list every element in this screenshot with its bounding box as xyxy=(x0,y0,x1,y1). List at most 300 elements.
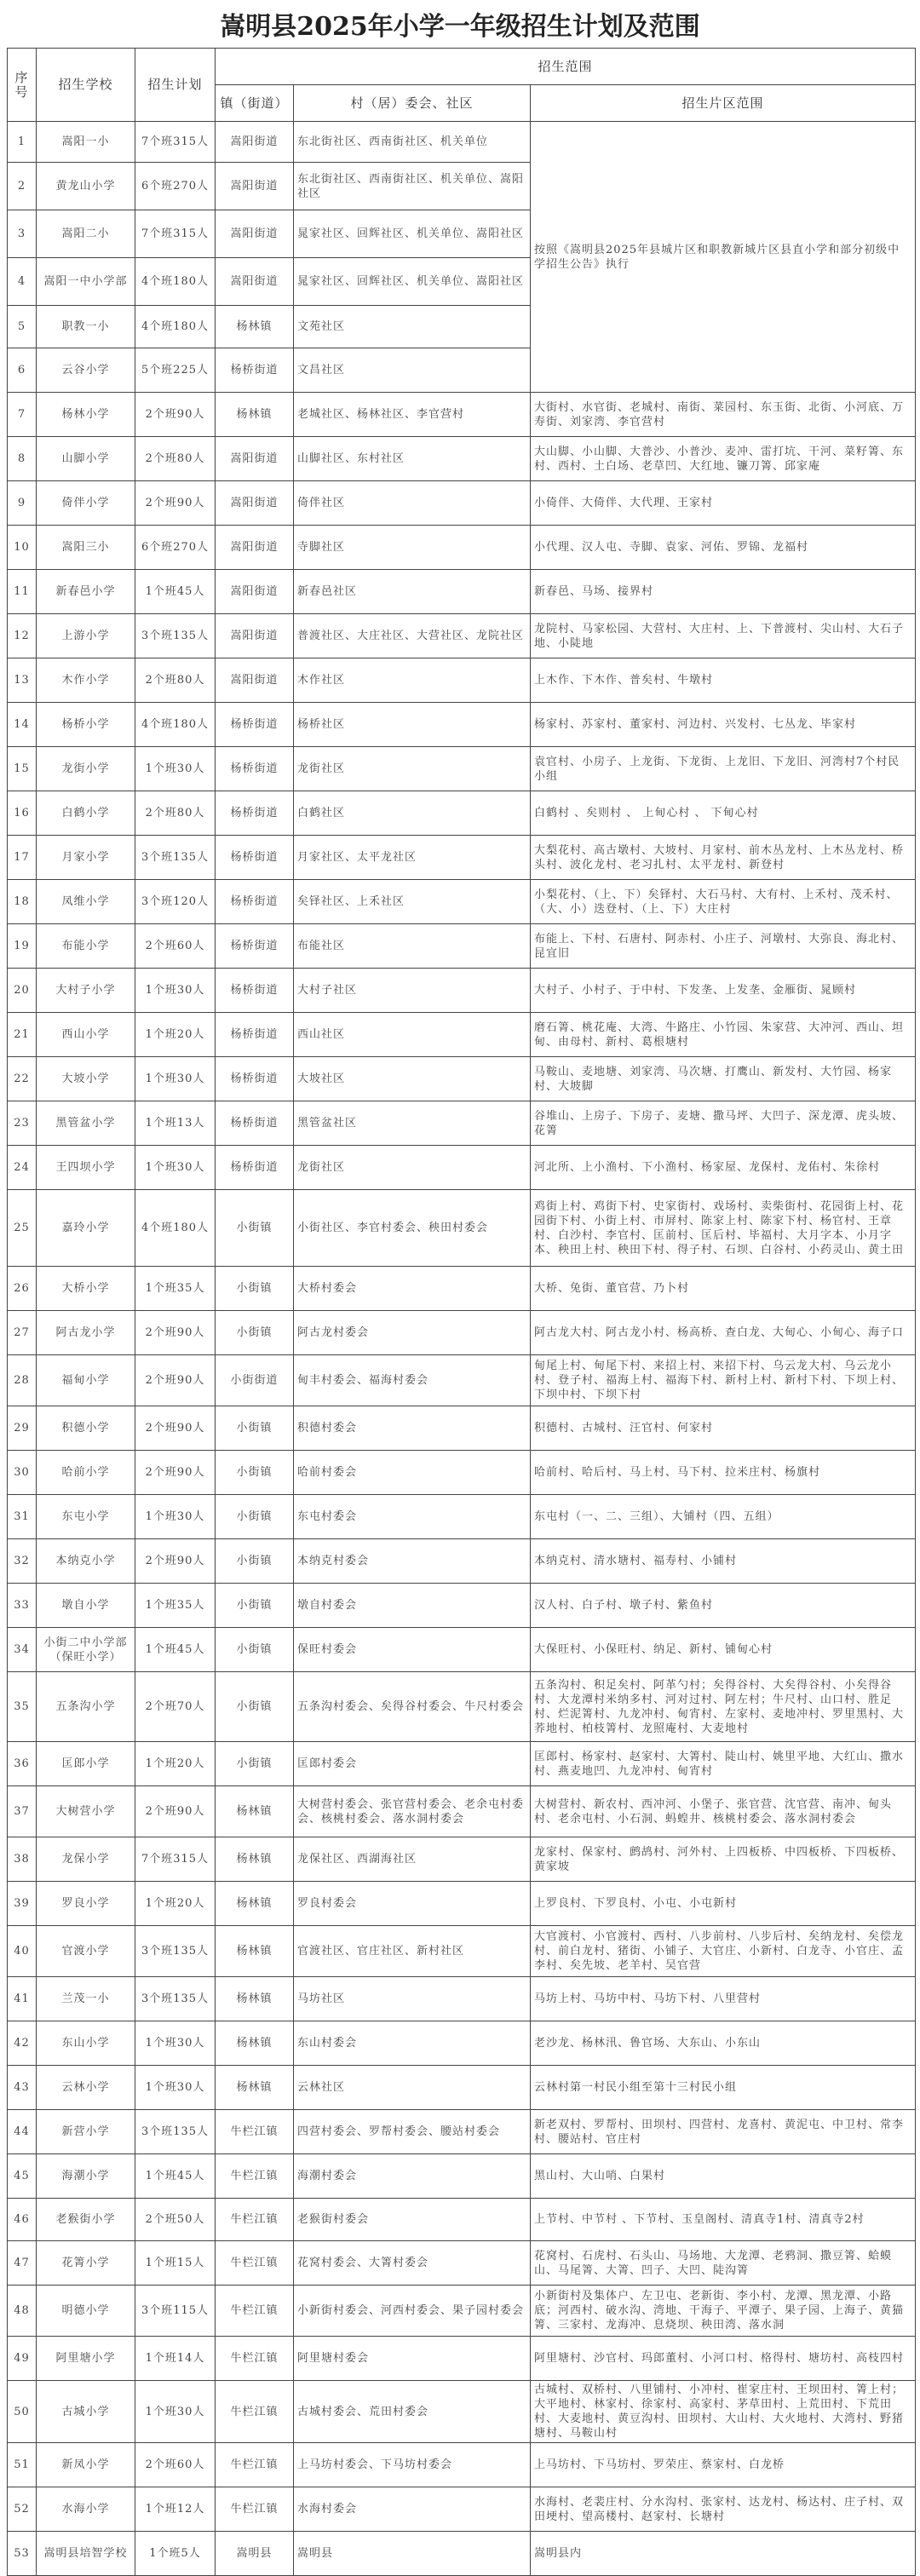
row-seq: 22 xyxy=(8,1057,37,1101)
row-town: 牛栏江镇 xyxy=(216,2337,294,2381)
row-town: 杨林镇 xyxy=(216,1786,294,1837)
row-area: 大树营村、新农村、西冲河、小堡子、张官营、沈官营、南冲、甸头村、老余屯村、小石洞、蚂蝗井、核桃村委会、落水洞村委会 xyxy=(531,1786,916,1837)
row-plan: 2个班90人 xyxy=(135,393,216,437)
row-school: 云林小学 xyxy=(37,2066,135,2110)
row-seq: 46 xyxy=(8,2199,37,2241)
row-town: 小街镇 xyxy=(216,1539,294,1584)
row-plan: 3个班135人 xyxy=(135,1926,216,1977)
row-seq: 7 xyxy=(8,393,37,437)
row-village: 寺脚社区 xyxy=(294,526,531,570)
table-row xyxy=(8,1451,916,1495)
row-plan: 1个班35人 xyxy=(135,1584,216,1628)
row-area: 龙家村、保家村、鹧鸪村、河外村、上四板桥、中四板桥、下四板桥、黄家坡 xyxy=(531,1837,916,1882)
row-town: 杨林镇 xyxy=(216,1926,294,1977)
row-area: 新春邑、马场、接界村 xyxy=(531,570,916,614)
table-row xyxy=(8,747,916,791)
row-town: 牛栏江镇 xyxy=(216,2487,294,2532)
row-village: 东北街社区、西南街社区、机关单位、嵩阳社区 xyxy=(294,163,531,210)
row-plan: 1个班20人 xyxy=(135,1742,216,1786)
row-area: 花窝村、石虎村、石头山、马场地、大龙潭、老鸦洞、撒豆箐、蛤蟆山、马尾箐、大箐、凹子、大凹、陡沟箐 xyxy=(531,2241,916,2286)
row-area: 大梨花村、高古墩村、大坡村、月家村、前木丛龙村、上木丛龙村、桥头村、波化龙村、老习扎村、太平龙村、新登村 xyxy=(531,836,916,880)
row-school: 明德小学 xyxy=(37,2286,135,2337)
row-village: 文昌社区 xyxy=(294,348,531,393)
row-seq: 30 xyxy=(8,1451,37,1495)
row-area: 小代理、汉人屯、寺脚、袁家、河佑、罗锦、龙福村 xyxy=(531,526,916,570)
table-row xyxy=(8,836,916,880)
row-seq: 13 xyxy=(8,658,37,703)
row-seq: 8 xyxy=(8,437,37,481)
row-seq: 40 xyxy=(8,1926,37,1977)
row-village: 哈前村委会 xyxy=(294,1451,531,1495)
row-town: 牛栏江镇 xyxy=(216,2110,294,2154)
row-town: 小街镇 xyxy=(216,1267,294,1311)
row-school: 罗良小学 xyxy=(37,1882,135,1926)
row-town: 嵩阳街道 xyxy=(216,258,294,306)
row-school: 东屯小学 xyxy=(37,1495,135,1539)
table-row xyxy=(8,1311,916,1355)
table-row xyxy=(8,880,916,924)
row-village: 四营村委会、罗帮村委会、腰站村委会 xyxy=(294,2110,531,2154)
row-plan: 1个班30人 xyxy=(135,1146,216,1190)
row-village: 水海村委会 xyxy=(294,2487,531,2532)
row-plan: 2个班70人 xyxy=(135,1672,216,1742)
header-range: 招生范围 xyxy=(216,49,916,85)
row-town: 小街镇 xyxy=(216,1495,294,1539)
row-school: 新营小学 xyxy=(37,2110,135,2154)
row-area: 汉人村、白子村、墩子村、紫鱼村 xyxy=(531,1584,916,1628)
row-village: 新春邑社区 xyxy=(294,570,531,614)
table-row xyxy=(8,1584,916,1628)
table-row xyxy=(8,1495,916,1539)
row-area: 布能上、下村、石唐村、阿赤村、小庄子、河墩村、大弥良、海北村、昆宜旧 xyxy=(531,924,916,969)
row-village: 匡郎村委会 xyxy=(294,1742,531,1786)
row-plan: 2个班90人 xyxy=(135,1451,216,1495)
table-row xyxy=(8,1355,916,1406)
row-seq: 1 xyxy=(8,122,37,163)
row-school: 嘉玲小学 xyxy=(37,1190,135,1267)
row-plan: 6个班270人 xyxy=(135,526,216,570)
row-school: 古城小学 xyxy=(37,2381,135,2443)
row-school: 老猴街小学 xyxy=(37,2199,135,2241)
row-plan: 1个班30人 xyxy=(135,747,216,791)
row-town: 嵩阳街道 xyxy=(216,437,294,481)
row-town: 杨林镇 xyxy=(216,393,294,437)
table-row xyxy=(8,1786,916,1837)
row-area: 大街村、水官街、老城村、南街、菜园村、东玉街、北街、小河底、万寿街、刘家湾、李官营村 xyxy=(531,393,916,437)
row-school: 嵩阳二小 xyxy=(37,210,135,258)
row-school: 山脚小学 xyxy=(37,437,135,481)
row-school: 哈前小学 xyxy=(37,1451,135,1495)
table-row xyxy=(8,437,916,481)
table-row xyxy=(8,2487,916,2532)
row-village: 罗良村委会 xyxy=(294,1882,531,1926)
row-area: 阿古龙大村、阿古龙小村、杨高桥、查白龙、大甸心、小甸心、海子口 xyxy=(531,1311,916,1355)
row-area: 云林村第一村民小组至第十三村民小组 xyxy=(531,2066,916,2110)
row-town: 杨林镇 xyxy=(216,306,294,348)
row-village: 甸丰村委会、福海村委会 xyxy=(294,1355,531,1406)
table-row xyxy=(8,658,916,703)
row-town: 小街镇 xyxy=(216,1406,294,1451)
table-row xyxy=(8,1628,916,1672)
row-school: 嵩阳一小 xyxy=(37,122,135,163)
table-row xyxy=(8,1057,916,1101)
row-area: 上木作、下木作、普矣村、牛墩村 xyxy=(531,658,916,703)
row-area: 新老双村、罗帮村、田坝村、四营村、龙喜村、黄泥屯、中卫村、常李村、腰站村、官庄村 xyxy=(531,2110,916,2154)
row-seq: 27 xyxy=(8,1311,37,1355)
row-town: 杨林镇 xyxy=(216,2066,294,2110)
row-school: 职教一小 xyxy=(37,306,135,348)
row-seq: 42 xyxy=(8,2021,37,2066)
row-town: 小街镇 xyxy=(216,1190,294,1267)
table-row xyxy=(8,2337,916,2381)
row-seq: 23 xyxy=(8,1101,37,1146)
row-plan: 1个班30人 xyxy=(135,969,216,1013)
row-town: 杨林镇 xyxy=(216,2021,294,2066)
row-school: 匡郎小学 xyxy=(37,1742,135,1786)
row-area: 黑山村、大山哨、白果村 xyxy=(531,2154,916,2199)
row-plan: 1个班5人 xyxy=(135,2532,216,2576)
row-town: 杨桥街道 xyxy=(216,747,294,791)
row-town: 小街镇 xyxy=(216,1742,294,1786)
row-plan: 3个班135人 xyxy=(135,836,216,880)
row-area: 上节村、中节村 、下节村、玉皇阁村、清真寺1村、清真寺2村 xyxy=(531,2199,916,2241)
row-area: 本纳克村、清水塘村、福寿村、小铺村 xyxy=(531,1539,916,1584)
row-plan: 1个班45人 xyxy=(135,570,216,614)
row-area: 上马坊村、下马坊村、罗荣庄、蔡家村、白龙桥 xyxy=(531,2443,916,2487)
row-town: 嵩阳街道 xyxy=(216,614,294,658)
row-area: 东屯村（一、二、三组）、大铺村（四、五组） xyxy=(531,1495,916,1539)
row-area: 阿里塘村、沙官村、玛郎董村、小河口村、格得村、塘坊村、高枝四村 xyxy=(531,2337,916,2381)
row-school: 杨林小学 xyxy=(37,393,135,437)
table-row xyxy=(8,2021,916,2066)
row-village: 白鹤社区 xyxy=(294,791,531,836)
row-area: 水海村、老裴庄村、分水沟村、张家村、达龙村、杨达村、庄子村、双田埂村、望高楼村、赵家村、长塘村 xyxy=(531,2487,916,2532)
row-town: 牛栏江镇 xyxy=(216,2443,294,2487)
row-village: 小新街村委会、河西村委会、果子园村委会 xyxy=(294,2286,531,2337)
row-seq: 35 xyxy=(8,1672,37,1742)
row-school: 阿里塘小学 xyxy=(37,2337,135,2381)
row-town: 嵩阳街道 xyxy=(216,163,294,210)
row-school: 新春邑小学 xyxy=(37,570,135,614)
row-seq: 29 xyxy=(8,1406,37,1451)
row-school: 福甸小学 xyxy=(37,1355,135,1406)
row-town: 嵩明县 xyxy=(216,2532,294,2576)
row-village: 云林社区 xyxy=(294,2066,531,2110)
row-seq: 24 xyxy=(8,1146,37,1190)
header-school: 招生学校 xyxy=(37,49,135,122)
header-area: 招生片区范围 xyxy=(531,85,916,122)
row-plan: 1个班30人 xyxy=(135,1057,216,1101)
row-plan: 1个班35人 xyxy=(135,1267,216,1311)
table-row xyxy=(8,1539,916,1584)
table-row xyxy=(8,1101,916,1146)
table-row xyxy=(8,2154,916,2199)
row-plan: 4个班180人 xyxy=(135,1190,216,1267)
row-seq: 10 xyxy=(8,526,37,570)
row-seq: 14 xyxy=(8,703,37,747)
enrollment-table xyxy=(7,48,916,2576)
table-row xyxy=(8,2443,916,2487)
row-plan: 1个班12人 xyxy=(135,2487,216,2532)
table-row xyxy=(8,2199,916,2241)
row-school: 大树营小学 xyxy=(37,1786,135,1837)
row-seq: 52 xyxy=(8,2487,37,2532)
row-school: 兰茂一小 xyxy=(37,1977,135,2021)
row-village: 阿古龙村委会 xyxy=(294,1311,531,1355)
table-row xyxy=(8,614,916,658)
table-row xyxy=(8,791,916,836)
row-town: 小街镇 xyxy=(216,1628,294,1672)
row-area: 古城村、双桥村、八里铺村、小冲村、崔家庄村、王坝田村、箐上村；大平地村、林家村、徐家村、高家村、茅草田村、上荒田村、下荒田村、大麦地村、黄豆沟村、田坝村、大山村、大火地村、大湾村、野猪塘村、马鞍山村 xyxy=(531,2381,916,2443)
row-plan: 3个班135人 xyxy=(135,2110,216,2154)
row-school: 龙街小学 xyxy=(37,747,135,791)
row-school: 花箐小学 xyxy=(37,2241,135,2286)
row-school: 新凤小学 xyxy=(37,2443,135,2487)
row-school: 西山小学 xyxy=(37,1013,135,1057)
row-village: 矣铎社区、上禾社区 xyxy=(294,880,531,924)
row-school: 杨桥小学 xyxy=(37,703,135,747)
row-plan: 4个班180人 xyxy=(135,306,216,348)
row-seq: 37 xyxy=(8,1786,37,1837)
row-plan: 2个班60人 xyxy=(135,924,216,969)
row-town: 嵩阳街道 xyxy=(216,526,294,570)
row-plan: 1个班20人 xyxy=(135,1882,216,1926)
row-area: 杨家村、苏家村、董家村、河边村、兴发村、七丛龙、毕家村 xyxy=(531,703,916,747)
row-area: 小新街村及集体户、左卫屯、老新街、李小村、龙潭、黑龙潭、小路底；河西村、破水沟、湾地、干海子、平潭子、果子园、上海子、黄猫箐、三家村、龙海冲、息烧坝、秧田湾、落水洞 xyxy=(531,2286,916,2337)
row-area: 上罗良村、下罗良村、小屯、小屯新村 xyxy=(531,1882,916,1926)
row-seq: 36 xyxy=(8,1742,37,1786)
row-town: 牛栏江镇 xyxy=(216,2199,294,2241)
row-plan: 3个班115人 xyxy=(135,2286,216,2337)
table-row xyxy=(8,1926,916,1977)
row-seq: 4 xyxy=(8,258,37,306)
table-row xyxy=(8,1013,916,1057)
row-village: 东屯村委会 xyxy=(294,1495,531,1539)
row-village: 晁家社区、回辉社区、机关单位、嵩阳社区 xyxy=(294,258,531,306)
row-village: 马坊社区 xyxy=(294,1977,531,2021)
row-plan: 1个班15人 xyxy=(135,2241,216,2286)
row-plan: 2个班90人 xyxy=(135,1539,216,1584)
row-area: 马坊上村、马坊中村、马坊下村、八里营村 xyxy=(531,1977,916,2021)
row-seq: 44 xyxy=(8,2110,37,2154)
row-area: 马鞍山、麦地塘、刘家湾、马次塘、打鹰山、新发村、大竹园、杨家村、大坡脚 xyxy=(531,1057,916,1101)
row-seq: 31 xyxy=(8,1495,37,1539)
row-area: 大保旺村、小保旺村、纳足、新村、铺甸心村 xyxy=(531,1628,916,1672)
row-seq: 11 xyxy=(8,570,37,614)
row-plan: 2个班90人 xyxy=(135,481,216,526)
row-plan: 1个班30人 xyxy=(135,2381,216,2443)
row-seq: 32 xyxy=(8,1539,37,1584)
row-village: 阿里塘村委会 xyxy=(294,2337,531,2381)
row-seq: 49 xyxy=(8,2337,37,2381)
row-area: 大官渡村、小官渡村、西村、八步前村、八步后村、矣纳龙村、矣偿龙村、前白龙村、猪街、小铺子、大官庄、小新村、白龙寺、小官庄、孟李村、矣先坡、老羊村、吴官营 xyxy=(531,1926,916,1977)
row-town: 小街镇 xyxy=(216,1584,294,1628)
row-school: 云谷小学 xyxy=(37,348,135,393)
table-row xyxy=(8,1267,916,1311)
row-seq: 15 xyxy=(8,747,37,791)
row-town: 杨桥街道 xyxy=(216,791,294,836)
row-town: 小街街道 xyxy=(216,1355,294,1406)
row-village: 龙街社区 xyxy=(294,1146,531,1190)
row-plan: 2个班90人 xyxy=(135,1406,216,1451)
row-seq: 6 xyxy=(8,348,37,393)
row-area: 嵩明县内 xyxy=(531,2532,916,2576)
row-school: 嵩阳一中小学部 xyxy=(37,258,135,306)
row-village: 大坡社区 xyxy=(294,1057,531,1101)
row-area: 小梨花村、（上、下）矣铎村、大石马村、大有村、上禾村、茂禾村、（大、小）迭登村、（上、下）大庄村 xyxy=(531,880,916,924)
table-row xyxy=(8,1882,916,1926)
row-seq: 48 xyxy=(8,2286,37,2337)
row-village: 官渡社区、官庄社区、新村社区 xyxy=(294,1926,531,1977)
row-village: 本纳克村委会 xyxy=(294,1539,531,1584)
table-row xyxy=(8,1146,916,1190)
row-area-merged: 按照《嵩明县2025年县城片区和职教新城片区县直小学和部分初级中学招生公告》执行 xyxy=(531,122,916,393)
row-village: 五条沟村委会、矣得谷村委会、牛尺村委会 xyxy=(294,1672,531,1742)
row-plan: 6个班270人 xyxy=(135,163,216,210)
row-school: 阿古龙小学 xyxy=(37,1311,135,1355)
row-seq: 18 xyxy=(8,880,37,924)
row-town: 小街镇 xyxy=(216,1672,294,1742)
row-area: 龙院村、马家松园、大营村、大庄村、上、下普渡村、尖山村、大石子地、小陡地 xyxy=(531,614,916,658)
row-school: 龙保小学 xyxy=(37,1837,135,1882)
row-seq: 21 xyxy=(8,1013,37,1057)
table-row xyxy=(8,2066,916,2110)
row-seq: 45 xyxy=(8,2154,37,2199)
row-village: 龙街社区 xyxy=(294,747,531,791)
row-town: 杨桥街道 xyxy=(216,969,294,1013)
row-seq: 16 xyxy=(8,791,37,836)
row-school: 凤维小学 xyxy=(37,880,135,924)
row-village: 龙保社区、西湖海社区 xyxy=(294,1837,531,1882)
row-seq: 2 xyxy=(8,163,37,210)
row-town: 嵩阳街道 xyxy=(216,122,294,163)
table-row xyxy=(8,481,916,526)
row-plan: 2个班90人 xyxy=(135,1355,216,1406)
row-school: 木作小学 xyxy=(37,658,135,703)
row-school: 布能小学 xyxy=(37,924,135,969)
row-village: 大村子社区 xyxy=(294,969,531,1013)
row-plan: 3个班120人 xyxy=(135,880,216,924)
row-school: 东山小学 xyxy=(37,2021,135,2066)
row-area: 五条沟村、积足矣村、阿革勺村；矣得谷村、大矣得谷村、小矣得谷村、大龙潭村米纳多村、河对过村、阿左村；牛尺村、山口村、胜足村、烂泥箐村、九龙冲村、甸宵村、左家村、麦地冲村、罗里黑村、大荞地村、柏枝箐村、龙照庵村、大麦地村 xyxy=(531,1672,916,1742)
row-town: 杨林镇 xyxy=(216,1882,294,1926)
row-plan: 1个班30人 xyxy=(135,1495,216,1539)
row-village: 上马坊村委会、下马坊村委会 xyxy=(294,2443,531,2487)
table-row xyxy=(8,703,916,747)
table-row xyxy=(8,526,916,570)
row-town: 杨桥街道 xyxy=(216,880,294,924)
row-village: 东山村委会 xyxy=(294,2021,531,2066)
row-town: 杨桥街道 xyxy=(216,348,294,393)
table-row xyxy=(8,2381,916,2443)
row-plan: 1个班45人 xyxy=(135,1628,216,1672)
row-town: 嵩阳街道 xyxy=(216,210,294,258)
row-plan: 1个班20人 xyxy=(135,1013,216,1057)
table-row xyxy=(8,1190,916,1267)
row-area: 匡郎村、杨家村、赵家村、大箐村、陡山村、姚里平地、大红山、撒水村、燕麦地凹、九龙冲村、甸宵村 xyxy=(531,1742,916,1786)
table-row xyxy=(8,1672,916,1742)
row-area: 河北所、上小渔村、下小渔村、杨家屋、龙保村、龙佑村、朱徐村 xyxy=(531,1146,916,1190)
row-town: 杨桥街道 xyxy=(216,1101,294,1146)
row-town: 牛栏江镇 xyxy=(216,2286,294,2337)
row-area: 哈前村、哈后村、马上村、马下村、拉米庄村、杨旗村 xyxy=(531,1451,916,1495)
header-town: 镇（街道） xyxy=(216,85,294,122)
row-town: 牛栏江镇 xyxy=(216,2241,294,2286)
row-town: 杨桥街道 xyxy=(216,836,294,880)
row-seq: 12 xyxy=(8,614,37,658)
row-plan: 7个班315人 xyxy=(135,1837,216,1882)
row-town: 嵩阳街道 xyxy=(216,570,294,614)
row-school: 本纳克小学 xyxy=(37,1539,135,1584)
row-plan: 4个班180人 xyxy=(135,703,216,747)
row-area: 袁官村、小房子、上龙街、下龙街、上龙旧、下龙旧、河湾村7个村民小组 xyxy=(531,747,916,791)
row-town: 杨桥街道 xyxy=(216,703,294,747)
table-row xyxy=(8,1406,916,1451)
row-plan: 5个班225人 xyxy=(135,348,216,393)
table-row xyxy=(8,393,916,437)
row-school: 嵩阳三小 xyxy=(37,526,135,570)
row-village: 月家社区、太平龙社区 xyxy=(294,836,531,880)
row-seq: 51 xyxy=(8,2443,37,2487)
row-village: 木作社区 xyxy=(294,658,531,703)
row-area: 白鹤村 、矣则村 、 上甸心村 、 下甸心村 xyxy=(531,791,916,836)
row-plan: 1个班13人 xyxy=(135,1101,216,1146)
row-plan: 2个班80人 xyxy=(135,437,216,481)
table-row xyxy=(8,570,916,614)
row-school: 月家小学 xyxy=(37,836,135,880)
row-school: 倚伴小学 xyxy=(37,481,135,526)
table-row xyxy=(8,1837,916,1882)
row-seq: 20 xyxy=(8,969,37,1013)
row-area: 大村子、小村子、于中村、下发垄、上发垄、金雁街、晁顾村 xyxy=(531,969,916,1013)
row-village: 海潮村委会 xyxy=(294,2154,531,2199)
row-village: 小街社区、李官村委会、秧田村委会 xyxy=(294,1190,531,1267)
row-village: 墩自村委会 xyxy=(294,1584,531,1628)
row-village: 晁家社区、回辉社区、机关单位、嵩阳社区 xyxy=(294,210,531,258)
table-row xyxy=(8,122,916,163)
row-school: 王四坝小学 xyxy=(37,1146,135,1190)
row-seq: 33 xyxy=(8,1584,37,1628)
row-village: 黑管盆社区 xyxy=(294,1101,531,1146)
table-row xyxy=(8,969,916,1013)
row-plan: 2个班80人 xyxy=(135,791,216,836)
row-village: 保旺村委会 xyxy=(294,1628,531,1672)
row-plan: 2个班90人 xyxy=(135,1311,216,1355)
row-town: 杨林镇 xyxy=(216,1837,294,1882)
row-seq: 17 xyxy=(8,836,37,880)
row-village: 花窝村委会、大箐村委会 xyxy=(294,2241,531,2286)
row-village: 积德村委会 xyxy=(294,1406,531,1451)
row-village: 大桥村委会 xyxy=(294,1267,531,1311)
row-school: 海潮小学 xyxy=(37,2154,135,2199)
row-town: 嵩阳街道 xyxy=(216,658,294,703)
row-area: 老沙龙、杨林汛、鲁官场、大东山、小东山 xyxy=(531,2021,916,2066)
page-title: 嵩明县2025年小学一年级招生计划及范围 xyxy=(220,12,700,42)
row-school: 大村子小学 xyxy=(37,969,135,1013)
row-seq: 9 xyxy=(8,481,37,526)
row-plan: 1个班30人 xyxy=(135,2066,216,2110)
row-school: 上游小学 xyxy=(37,614,135,658)
row-town: 杨桥街道 xyxy=(216,1013,294,1057)
row-village: 嵩明县 xyxy=(294,2532,531,2576)
table-row xyxy=(8,2110,916,2154)
row-plan: 4个班180人 xyxy=(135,258,216,306)
row-village: 老城社区、杨林社区、李官营村 xyxy=(294,393,531,437)
row-area: 谷堆山、上房子、下房子、麦塘、撒马坪、大凹子、深龙潭、虎头坡、花箐 xyxy=(531,1101,916,1146)
row-village: 古城村委会、荒田村委会 xyxy=(294,2381,531,2443)
row-village: 老猴街村委会 xyxy=(294,2199,531,2241)
row-seq: 5 xyxy=(8,306,37,348)
